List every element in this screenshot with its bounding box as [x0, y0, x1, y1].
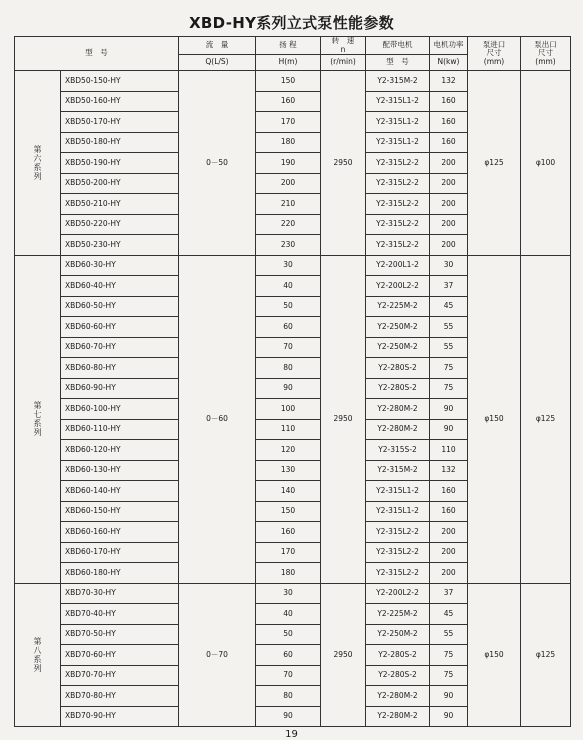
- model-cell: XBD60-130-HY: [61, 460, 179, 481]
- flow-cell: 0－60: [179, 255, 256, 583]
- head-cell: 80: [256, 358, 321, 379]
- head-cell: 160: [256, 522, 321, 543]
- power-cell: 55: [430, 337, 468, 358]
- head-cell: 60: [256, 645, 321, 666]
- power-cell: 37: [430, 276, 468, 297]
- motor-cell: Y2-315S-2: [366, 440, 430, 461]
- model-cell: XBD70-50-HY: [61, 624, 179, 645]
- power-cell: 110: [430, 440, 468, 461]
- flow-cell: 0－50: [179, 71, 256, 256]
- motor-cell: Y2-315L2-2: [366, 522, 430, 543]
- outlet-cell: φ125: [521, 255, 571, 583]
- header-speed-label: 转 速: [331, 36, 355, 45]
- power-cell: 55: [430, 317, 468, 338]
- head-cell: 90: [256, 706, 321, 727]
- head-cell: 170: [256, 112, 321, 133]
- header-flow: 流 量: [179, 37, 256, 55]
- head-cell: 40: [256, 276, 321, 297]
- speed-cell: 2950: [321, 583, 366, 727]
- head-cell: 50: [256, 624, 321, 645]
- head-cell: 210: [256, 194, 321, 215]
- header-flow-unit: Q(L/S): [179, 55, 256, 71]
- motor-cell: Y2-280S-2: [366, 645, 430, 666]
- motor-cell: Y2-200L1-2: [366, 255, 430, 276]
- header-outlet-label: 泵出口尺寸: [534, 39, 557, 58]
- model-cell: XBD60-90-HY: [61, 378, 179, 399]
- motor-cell: Y2-315M-2: [366, 460, 430, 481]
- motor-cell: Y2-200L2-2: [366, 583, 430, 604]
- page-number: 19: [285, 729, 298, 740]
- power-cell: 75: [430, 665, 468, 686]
- header-speed: [321, 37, 366, 55]
- model-cell: XBD60-70-HY: [61, 337, 179, 358]
- head-cell: 100: [256, 399, 321, 420]
- power-cell: 90: [430, 706, 468, 727]
- header-outlet-unit: (mm): [535, 56, 556, 66]
- motor-cell: Y2-280S-2: [366, 358, 430, 379]
- header-inlet-unit: (mm): [483, 56, 505, 66]
- model-cell: XBD50-230-HY: [61, 235, 179, 256]
- series-label: 第 七 系 列: [15, 255, 61, 583]
- power-cell: 90: [430, 399, 468, 420]
- header-motor-model: 型 号: [366, 55, 430, 71]
- head-cell: 40: [256, 604, 321, 625]
- model-cell: XBD60-140-HY: [61, 481, 179, 502]
- power-cell: 45: [430, 296, 468, 317]
- model-cell: XBD60-150-HY: [61, 501, 179, 522]
- motor-cell: Y2-250M-2: [366, 337, 430, 358]
- power-cell: 132: [430, 71, 468, 92]
- head-cell: 90: [256, 378, 321, 399]
- motor-cell: Y2-315L1-2: [366, 91, 430, 112]
- head-cell: 150: [256, 501, 321, 522]
- head-cell: 200: [256, 173, 321, 194]
- motor-cell: Y2-315L1-2: [366, 112, 430, 133]
- motor-cell: Y2-280S-2: [366, 378, 430, 399]
- model-cell: XBD60-50-HY: [61, 296, 179, 317]
- model-cell: XBD50-160-HY: [61, 91, 179, 112]
- power-cell: 75: [430, 645, 468, 666]
- motor-cell: Y2-315L2-2: [366, 542, 430, 563]
- header-power-unit: N(kw): [430, 55, 468, 71]
- head-cell: 110: [256, 419, 321, 440]
- table-row: [15, 71, 571, 92]
- inlet-cell: φ150: [468, 255, 521, 583]
- power-cell: 160: [430, 91, 468, 112]
- header-inlet: [468, 37, 521, 71]
- model-cell: XBD60-170-HY: [61, 542, 179, 563]
- head-cell: 180: [256, 132, 321, 153]
- motor-cell: Y2-315L1-2: [366, 132, 430, 153]
- header-power: 电机功率: [430, 37, 468, 55]
- motor-cell: Y2-250M-2: [366, 624, 430, 645]
- table-row: [15, 255, 571, 276]
- power-cell: 90: [430, 686, 468, 707]
- series-label: 第 八 系 列: [15, 583, 61, 727]
- model-cell: XBD50-200-HY: [61, 173, 179, 194]
- head-cell: 120: [256, 440, 321, 461]
- power-cell: 37: [430, 583, 468, 604]
- power-cell: 200: [430, 214, 468, 235]
- series-label: 第 六 系 列: [15, 71, 61, 256]
- model-cell: XBD60-40-HY: [61, 276, 179, 297]
- model-cell: XBD60-180-HY: [61, 563, 179, 584]
- model-cell: XBD50-210-HY: [61, 194, 179, 215]
- header-speed-symbol: n: [340, 44, 346, 54]
- model-cell: XBD60-160-HY: [61, 522, 179, 543]
- header-inlet-label: 泵进口尺寸: [482, 39, 506, 58]
- head-cell: 190: [256, 153, 321, 174]
- motor-cell: Y2-280S-2: [366, 665, 430, 686]
- head-cell: 140: [256, 481, 321, 502]
- motor-cell: Y2-280M-2: [366, 686, 430, 707]
- motor-cell: Y2-200L2-2: [366, 276, 430, 297]
- power-cell: 200: [430, 173, 468, 194]
- power-cell: 160: [430, 481, 468, 502]
- model-cell: XBD70-40-HY: [61, 604, 179, 625]
- motor-cell: Y2-315L1-2: [366, 501, 430, 522]
- pump-performance-table: [14, 36, 571, 727]
- power-cell: 132: [430, 460, 468, 481]
- power-cell: 200: [430, 153, 468, 174]
- model-cell: XBD60-60-HY: [61, 317, 179, 338]
- head-cell: 160: [256, 91, 321, 112]
- speed-cell: 2950: [321, 71, 366, 256]
- motor-cell: Y2-280M-2: [366, 419, 430, 440]
- model-cell: XBD50-190-HY: [61, 153, 179, 174]
- head-cell: 30: [256, 583, 321, 604]
- power-cell: 90: [430, 419, 468, 440]
- motor-cell: Y2-280M-2: [366, 399, 430, 420]
- model-cell: XBD70-60-HY: [61, 645, 179, 666]
- power-cell: 200: [430, 194, 468, 215]
- header-model: 型 号: [15, 37, 179, 71]
- model-cell: XBD70-90-HY: [61, 706, 179, 727]
- model-cell: XBD60-80-HY: [61, 358, 179, 379]
- model-cell: XBD50-150-HY: [61, 71, 179, 92]
- head-cell: 50: [256, 296, 321, 317]
- power-cell: 200: [430, 542, 468, 563]
- model-cell: XBD70-30-HY: [61, 583, 179, 604]
- motor-cell: Y2-315L2-2: [366, 173, 430, 194]
- model-cell: XBD60-100-HY: [61, 399, 179, 420]
- power-cell: 75: [430, 358, 468, 379]
- motor-cell: Y2-225M-2: [366, 604, 430, 625]
- head-cell: 70: [256, 665, 321, 686]
- motor-cell: Y2-315L2-2: [366, 214, 430, 235]
- model-cell: XBD70-70-HY: [61, 665, 179, 686]
- inlet-cell: φ125: [468, 71, 521, 256]
- model-cell: XBD50-170-HY: [61, 112, 179, 133]
- power-cell: 55: [430, 624, 468, 645]
- model-cell: XBD70-80-HY: [61, 686, 179, 707]
- page-title: XBD-HY系列立式泵性能参数: [189, 14, 394, 32]
- speed-cell: 2950: [321, 255, 366, 583]
- power-cell: 75: [430, 378, 468, 399]
- head-cell: 70: [256, 337, 321, 358]
- head-cell: 30: [256, 255, 321, 276]
- power-cell: 200: [430, 563, 468, 584]
- power-cell: 200: [430, 522, 468, 543]
- motor-cell: Y2-225M-2: [366, 296, 430, 317]
- motor-cell: Y2-250M-2: [366, 317, 430, 338]
- head-cell: 150: [256, 71, 321, 92]
- header-head: 扬 程: [256, 37, 321, 55]
- head-cell: 130: [256, 460, 321, 481]
- head-cell: 220: [256, 214, 321, 235]
- motor-cell: Y2-315L2-2: [366, 153, 430, 174]
- table-row: [15, 583, 571, 604]
- model-cell: XBD50-180-HY: [61, 132, 179, 153]
- model-cell: XBD60-120-HY: [61, 440, 179, 461]
- table-body: [15, 71, 571, 727]
- power-cell: 30: [430, 255, 468, 276]
- header-motor: 配带电机: [366, 37, 430, 55]
- model-cell: XBD60-110-HY: [61, 419, 179, 440]
- head-cell: 230: [256, 235, 321, 256]
- power-cell: 160: [430, 132, 468, 153]
- header-head-unit: H(m): [256, 55, 321, 71]
- head-cell: 80: [256, 686, 321, 707]
- motor-cell: Y2-315L2-2: [366, 194, 430, 215]
- outlet-cell: φ100: [521, 71, 571, 256]
- power-cell: 200: [430, 235, 468, 256]
- header-outlet: [521, 37, 571, 71]
- motor-cell: Y2-315L2-2: [366, 563, 430, 584]
- head-cell: 60: [256, 317, 321, 338]
- model-cell: XBD60-30-HY: [61, 255, 179, 276]
- header-speed-unit: (r/min): [321, 55, 366, 71]
- motor-cell: Y2-315M-2: [366, 71, 430, 92]
- head-cell: 180: [256, 563, 321, 584]
- inlet-cell: φ150: [468, 583, 521, 727]
- outlet-cell: φ125: [521, 583, 571, 727]
- flow-cell: 0－70: [179, 583, 256, 727]
- motor-cell: Y2-315L1-2: [366, 481, 430, 502]
- power-cell: 160: [430, 501, 468, 522]
- motor-cell: Y2-280M-2: [366, 706, 430, 727]
- motor-cell: Y2-315L2-2: [366, 235, 430, 256]
- head-cell: 170: [256, 542, 321, 563]
- power-cell: 160: [430, 112, 468, 133]
- model-cell: XBD50-220-HY: [61, 214, 179, 235]
- power-cell: 45: [430, 604, 468, 625]
